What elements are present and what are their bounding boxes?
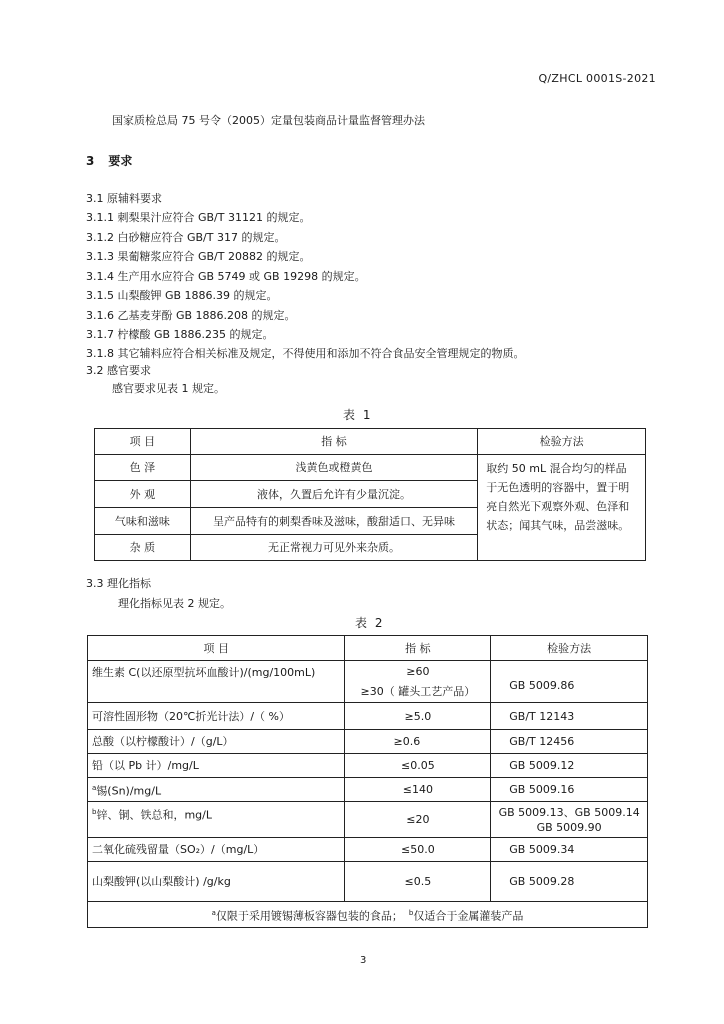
method-line: GB 5009.13、GB 5009.14 — [498, 805, 640, 819]
spec-cell: ≤0.05 — [345, 754, 491, 778]
physchem-intro: 理化指标见表 2 规定。 — [118, 597, 231, 610]
subsection-3-3: 3.3 理化指标 — [86, 577, 151, 590]
method-cell: GB 5009.12 — [491, 754, 648, 778]
header-cell: 检验方法 — [478, 429, 646, 455]
header-cell: 检验方法 — [491, 636, 648, 661]
subsection-3-2: 3.2 感官要求 — [86, 364, 151, 377]
footnote-marker: b — [92, 808, 97, 816]
footnote-marker: a — [211, 908, 216, 917]
footnote-marker: a — [92, 783, 97, 792]
method-cell: GB 5009.16 — [491, 778, 648, 802]
requirement-item: 3.1.7 柠檬酸 GB 1886.235 的规定。 — [86, 328, 274, 341]
requirement-item: 3.1.8 其它辅料应符合相关标准及规定，不得使用和添加不符合食品安全管理规定的物质。 — [86, 347, 525, 360]
sensory-intro: 感官要求见表 1 规定。 — [112, 382, 225, 395]
physchem-table — [87, 635, 648, 928]
item-cell — [88, 802, 345, 838]
spec-cell — [345, 661, 491, 703]
item-cell: 维生素 C(以还原型抗坏血酸计)/(mg/100mL) — [88, 661, 345, 703]
item-cell: 气味和滋味 — [95, 508, 191, 535]
spec-cell: ≤50.0 — [345, 838, 491, 862]
requirement-item: 3.1.3 果葡糖浆应符合 GB/T 20882 的规定。 — [86, 250, 311, 263]
footnote-b: 仅适合于金属灌装产品 — [413, 909, 524, 923]
item-cell: 可溶性固形物（20℃折光计法）/（ %） — [88, 703, 345, 730]
spec-cell: 液体，久置后允许有少量沉淀。 — [190, 481, 477, 508]
table-row — [88, 778, 648, 802]
method-cell: GB 5009.28 — [491, 862, 648, 902]
header-cell: 项 目 — [88, 636, 345, 661]
method-cell: 取约 50 mL 混合均匀的样品于无色透明的容器中，置于明亮自然光下观察外观、色泽和状态；闻其气味，品尝滋味。 — [478, 455, 646, 561]
table-row — [88, 802, 648, 838]
sensory-table — [94, 428, 646, 561]
spec-value-canned: ≥30（ 罐头工艺产品） — [360, 685, 476, 698]
table-header-row — [88, 636, 648, 661]
table-row — [95, 455, 646, 481]
requirement-item: 3.1.5 山梨酸钾 GB 1886.39 的规定。 — [86, 289, 278, 302]
table-2-caption: 表 2 — [355, 616, 385, 630]
method-line: GB 5009.90 — [536, 820, 602, 834]
item-cell — [88, 778, 345, 802]
item-cell: 总酸（以柠檬酸计）/（g/L） — [88, 730, 345, 754]
item-cell: 杂 质 — [95, 535, 191, 561]
spec-cell: ≥5.0 — [345, 703, 491, 730]
method-cell: GB/T 12143 — [491, 703, 648, 730]
method-cell: GB/T 12456 — [491, 730, 648, 754]
section-title: 要求 — [108, 154, 133, 168]
item-cell: 山梨酸钾(以山梨酸计) /g/kg — [88, 862, 345, 902]
method-cell — [491, 802, 648, 838]
item-text: 锌、铜、铁总和，mg/L — [96, 808, 212, 822]
spec-cell: ≤140 — [345, 778, 491, 802]
header-cell: 项 目 — [95, 429, 191, 455]
page-number: 3 — [360, 955, 367, 966]
requirement-item: 3.1.6 乙基麦芽酚 GB 1886.208 的规定。 — [86, 309, 296, 322]
footnote-cell — [88, 902, 648, 928]
standard-number: Q/ZHCL 0001S-2021 — [538, 72, 656, 85]
footnote-marker: b — [408, 908, 414, 917]
requirement-item: 3.1.2 白砂糖应符合 GB/T 317 的规定。 — [86, 231, 286, 244]
footnote-a: 仅限于采用镀锡薄板容器包装的食品； — [215, 909, 403, 923]
spec-cell: ≥0.6 — [345, 730, 491, 754]
requirement-item: 3.1.4 生产用水应符合 GB 5749 或 GB 19298 的规定。 — [86, 270, 366, 283]
item-cell: 色 泽 — [95, 455, 191, 481]
table-row — [88, 862, 648, 902]
table-header-row — [95, 429, 646, 455]
item-cell: 二氧化硫残留量（SO₂）/（mg/L） — [88, 838, 345, 862]
header-cell: 指 标 — [345, 636, 491, 661]
spec-cell: ≤0.5 — [345, 862, 491, 902]
spec-cell: ≤20 — [345, 802, 491, 838]
table-1-caption: 表 1 — [343, 408, 373, 422]
section-number: 3 — [86, 154, 95, 168]
spec-cell: 呈产品特有的刺梨香味及滋味，酸甜适口、无异味 — [190, 508, 477, 535]
method-cell: GB 5009.86 — [491, 661, 648, 703]
requirement-item: 3.1.1 刺梨果汁应符合 GB/T 31121 的规定。 — [86, 211, 311, 224]
subsection-3-1: 3.1 原辅料要求 — [86, 192, 162, 205]
method-cell: GB 5009.34 — [491, 838, 648, 862]
reference-law: 国家质检总局 75 号令（2005）定量包装商品计量监督管理办法 — [112, 114, 425, 127]
table-row — [88, 661, 648, 703]
spec-value: ≥60 — [406, 665, 430, 678]
header-cell: 指 标 — [190, 429, 477, 455]
item-text: 锡(Sn)/mg/L — [96, 784, 162, 798]
table-row — [88, 838, 648, 862]
item-cell: 铅（以 Pb 计）/mg/L — [88, 754, 345, 778]
table-row — [88, 730, 648, 754]
table-row — [88, 703, 648, 730]
footnote-row — [88, 902, 648, 928]
spec-cell: 无正常视力可见外来杂质。 — [190, 535, 477, 561]
table-row — [88, 754, 648, 778]
item-cell: 外 观 — [95, 481, 191, 508]
spec-cell: 浅黄色或橙黄色 — [190, 455, 477, 481]
section-3-heading — [86, 152, 132, 169]
